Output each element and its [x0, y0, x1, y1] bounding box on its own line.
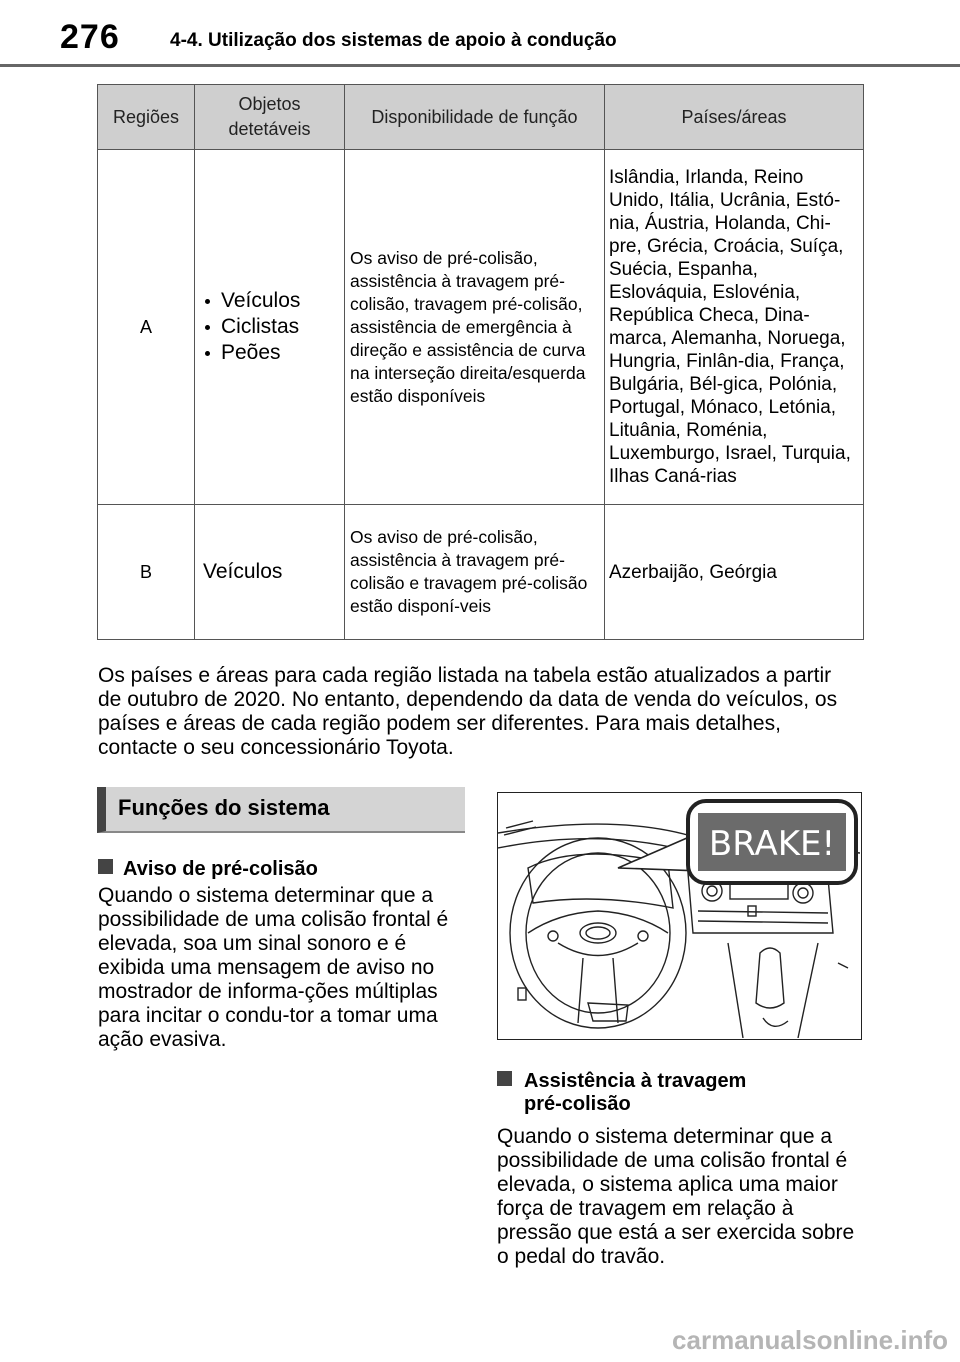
- system-functions-header: [97, 787, 465, 833]
- availability-cell: Os aviso de pré-colisão, assistência à travagem pré-colisão e travagem pré-colisão estão disponí-veis: [345, 505, 605, 640]
- col-header-objects-line1: Objetos: [238, 94, 301, 114]
- col-header-regions: Regiões: [98, 85, 195, 150]
- pre-collision-brake-assist-text: Quando o sistema determinar que a possibilidade de uma colisão frontal é elevada, o sistema aplica uma maior força de travagem em relação à pressão que está a ser exercida sobre o pedal do travão.: [497, 1125, 855, 1268]
- subheading-text-line2: pré-colisão: [524, 1093, 631, 1115]
- subheading-text-line1: Assistência à travagem: [524, 1070, 747, 1092]
- objects-list: [199, 288, 340, 366]
- square-bullet-icon: [98, 859, 113, 874]
- col-header-availability: Disponibilidade de função: [345, 85, 605, 150]
- subheading-text: Aviso de pré-colisão: [123, 858, 318, 880]
- dashboard-drawing: [498, 793, 860, 1038]
- col-header-countries: Países/áreas: [605, 85, 864, 150]
- header-rule: [0, 64, 960, 67]
- page-number: 276: [60, 18, 120, 56]
- section-title: 4-4. Utilização dos sistemas de apoio à condução: [170, 30, 617, 51]
- table-row: [98, 150, 864, 505]
- col-header-objects: [195, 85, 345, 150]
- brake-message: BRAKE!: [708, 824, 836, 864]
- watermark: carmanualsonline.info: [672, 1325, 948, 1355]
- table-header-row: [98, 85, 864, 150]
- intro-paragraph: Os países e áreas para cada região listada na tabela estão atualizados a partir de outubro de 2020. No entanto, dependendo da data de venda do veículos, os países e áreas de cada região podem ser diferentes. Para mais detalhes, contacte o seu concessionário Toyota.: [98, 664, 838, 759]
- objects-cell: [195, 505, 345, 640]
- countries-cell: Islândia, Irlanda, Reino Unido, Itália, Ucrânia, Estó-nia, Áustria, Holanda, Chi-pre, Grécia, Croácia, Suíça, Suécia, Espanha, Eslováquia, Eslovénia, República Checa, Dina-marca, Alemanha, Noruega, Hungria, Finlân-dia, França, Bulgária, Bél-gica, Polónia, Portugal, Mónaco, Letónia, Lituânia, Roménia, Luxemburgo, Israel, Turquia, Ilhas Caná-rias: [605, 150, 864, 505]
- dashboard-illustration: [497, 792, 862, 1040]
- region-cell: B: [98, 505, 195, 640]
- list-item: Ciclistas: [199, 314, 340, 340]
- subheading-pre-collision-brake-assist: [497, 1070, 857, 1116]
- col-header-objects-line2: detetáveis: [228, 119, 311, 139]
- subheading-pre-collision-warning: [98, 858, 318, 881]
- list-item: Veículos: [199, 288, 340, 314]
- object-label: Veículos: [203, 560, 283, 583]
- availability-cell: Os aviso de pré-colisão, assistência à travagem pré-colisão, travagem pré-colisão, assistência de emergência à direção e assistência de curva na interseção direita/esquerda estão disponíveis: [345, 150, 605, 505]
- region-cell: A: [98, 150, 195, 505]
- list-item: Peões: [199, 340, 340, 366]
- countries-cell: Azerbaijão, Geórgia: [605, 505, 864, 640]
- pre-collision-warning-text: Quando o sistema determinar que a possibilidade de uma colisão frontal é elevada, soa um sinal sonoro e é exibida uma mensagem de aviso no mostrador de informa-ções múltiplas para incitar o condu-tor a tomar uma ação evasiva.: [98, 884, 449, 1051]
- regions-table: [97, 84, 864, 640]
- system-functions-title: Funções do sistema: [118, 795, 330, 820]
- square-bullet-icon: [497, 1071, 512, 1086]
- table-row: [98, 505, 864, 640]
- objects-cell: [195, 150, 345, 505]
